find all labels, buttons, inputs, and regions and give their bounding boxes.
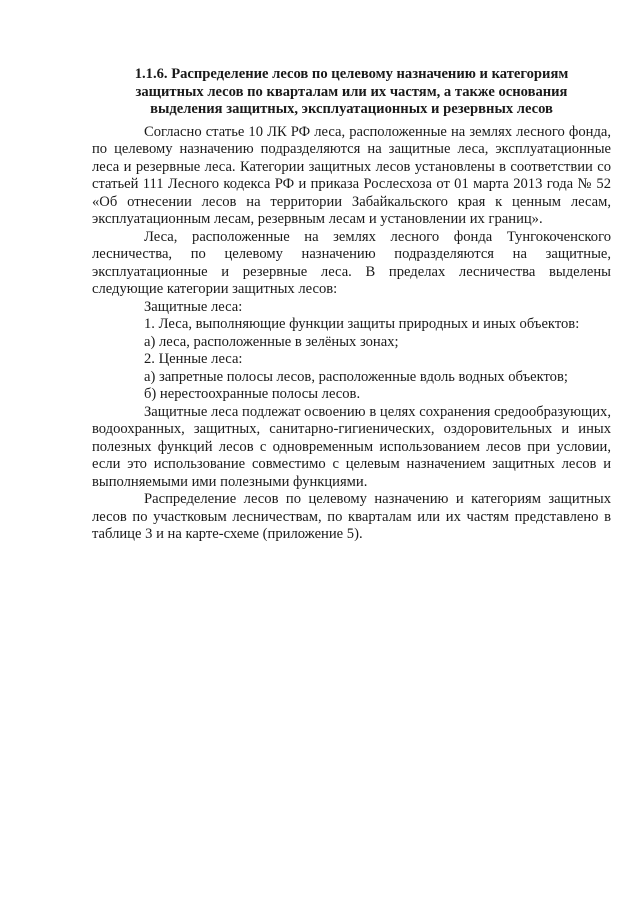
protective-forest-list <box>92 299 611 404</box>
paragraph-protective-use: Защитные леса подлежат освоению в целях сохранения средообразующих, водоохранных, защитных, санитарно-гигиенических, оздоровительных и иных полезных функций лесов с одновременным использованием лесов при условии, если это использование совместимо с целевым назначением защитных лесов и выполняемыми ими полезными функциями. <box>92 403 611 490</box>
paragraph-tungokochen-forestry: Леса, расположенные на землях лесного фонда Тунгокоченского лесничества, по целевому назначению подразделяются на защитные, эксплуатационные и резервные леса. В пределах лесничества выделены следующие категории защитных лесов: <box>92 228 611 297</box>
list-item: а) запретные полосы лесов, расположенные вдоль водных объектов; <box>144 368 568 385</box>
heading-line: 1.1.6. Распределение лесов по целевому назначению и категориям <box>134 66 569 82</box>
list-item: 1. Леса, выполняющие функции защиты природных и иных объектов: <box>144 316 580 332</box>
section-heading <box>92 66 611 119</box>
list-item: 2. Ценные леса: <box>144 351 243 367</box>
paragraph-forest-categories: Согласно статье 10 ЛК РФ леса, расположенные на землях лесного фонда, по целевому назначению подразделяются на защитные леса, эксплуатационные леса и резервные леса. Категории защитных лесов установлены в соответствии со статьей 111 Лесного кодекса РФ и приказа Рослесхоза от 01 марта 2013 года № 52 «Об отнесении лесов на территории Забайкальского края к ценным лесам, эксплуатационным лесам, резервным лесам и установлении их границ». <box>92 123 611 227</box>
document-page <box>92 66 611 544</box>
paragraph-distribution-reference: Распределение лесов по целевому назначению и категориям защитных лесов по участковым лесничествам, по кварталам или их частям представлено в таблице 3 и на карте-схеме (приложение 5). <box>92 491 611 542</box>
heading-line: выделения защитных, эксплуатационных и резервных лесов <box>150 101 553 117</box>
list-item: Защитные леса: <box>144 298 243 315</box>
list-item: а) леса, расположенные в зелёных зонах; <box>144 333 399 350</box>
list-item: б) нерестоохранные полосы лесов. <box>144 386 361 402</box>
heading-line: защитных лесов по кварталам или их частям, а также основания <box>135 83 568 100</box>
